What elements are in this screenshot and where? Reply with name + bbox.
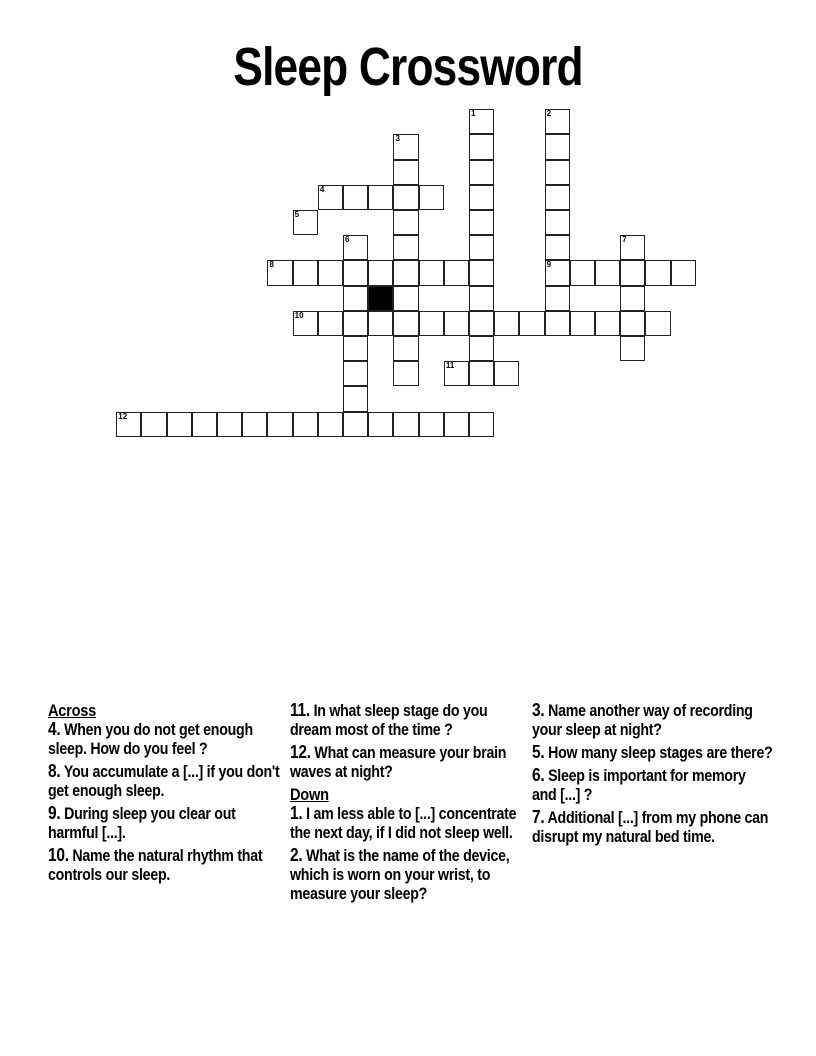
crossword-cell[interactable] — [192, 412, 217, 437]
clue-text: How many sleep stages are there? — [544, 744, 773, 762]
clue-item — [532, 701, 773, 740]
clue-item — [532, 808, 773, 847]
crossword-cell[interactable] — [267, 412, 292, 437]
clue-number: 2. — [290, 845, 303, 865]
clues-column-1 — [48, 701, 288, 888]
crossword-cell[interactable] — [469, 336, 494, 361]
crossword-cell[interactable] — [545, 210, 570, 235]
clue-item — [532, 743, 773, 763]
crossword-cell[interactable] — [519, 311, 544, 336]
crossword-cell[interactable] — [343, 361, 368, 386]
title-text: Sleep Crossword — [233, 37, 583, 97]
crossword-cell[interactable] — [620, 260, 645, 285]
clue-number: 10. — [48, 845, 69, 865]
crossword-cell[interactable] — [393, 361, 418, 386]
crossword-cell[interactable] — [318, 185, 343, 210]
crossword-cell[interactable] — [570, 260, 595, 285]
crossword-cell[interactable] — [645, 311, 670, 336]
crossword-cell[interactable] — [267, 260, 292, 285]
crossword-cell[interactable] — [343, 386, 368, 411]
crossword-cell[interactable] — [167, 412, 192, 437]
clue-number-label: 12 — [118, 411, 128, 421]
clue-number-label: 8 — [269, 260, 274, 270]
clue-item — [48, 804, 289, 843]
clue-number-label: 10 — [294, 310, 304, 320]
crossword-cell[interactable] — [343, 185, 368, 210]
crossword-cell[interactable] — [444, 260, 469, 285]
crossword-cell[interactable] — [293, 210, 318, 235]
crossword-cell[interactable] — [620, 311, 645, 336]
crossword-cell[interactable] — [494, 361, 519, 386]
clue-text: Additional [...] from my phone can disrupt my natural bed time. — [532, 809, 769, 846]
crossword-cell[interactable] — [469, 160, 494, 185]
crossword-cell[interactable] — [343, 235, 368, 260]
crossword-cell[interactable] — [545, 235, 570, 260]
clue-number-label: 9 — [546, 260, 552, 270]
crossword-cell[interactable] — [545, 109, 570, 134]
crossword-cell[interactable] — [545, 286, 570, 311]
crossword-cell[interactable] — [318, 260, 343, 285]
crossword-cell[interactable] — [419, 185, 444, 210]
crossword-cell[interactable] — [545, 311, 570, 336]
crossword-cell[interactable] — [318, 311, 343, 336]
crossword-cell[interactable] — [393, 134, 418, 159]
clue-number-label: 2 — [546, 109, 552, 119]
across-heading: Across — [48, 701, 97, 720]
crossword-cell[interactable] — [545, 160, 570, 185]
crossword-cell[interactable] — [393, 311, 418, 336]
clue-number-label: 1 — [471, 109, 476, 119]
clue-number: 6. — [532, 765, 545, 785]
crossword-cell[interactable] — [343, 412, 368, 437]
crossword-cell[interactable] — [393, 412, 418, 437]
clue-number: 8. — [48, 761, 61, 781]
clue-text: What can measure your brain waves at night? — [290, 744, 507, 781]
clue-number: 11. — [290, 700, 310, 720]
clue-item — [290, 743, 531, 782]
clue-number-label: 6 — [345, 235, 350, 245]
crossword-cell[interactable] — [595, 311, 620, 336]
crossword-cell[interactable] — [393, 210, 418, 235]
clue-text: Sleep is important for memory and [...] ? — [532, 767, 746, 804]
clue-item — [290, 701, 531, 740]
clue-item — [290, 846, 531, 904]
clue-number-label: 5 — [294, 210, 300, 220]
crossword-cell[interactable] — [393, 260, 418, 285]
crossword-cell[interactable] — [343, 260, 368, 285]
crossword-cell[interactable] — [620, 336, 645, 361]
crossword-cell[interactable] — [116, 412, 141, 437]
clue-number: 9. — [48, 803, 61, 823]
crossword-cell[interactable] — [570, 311, 595, 336]
crossword-cell[interactable] — [645, 260, 670, 285]
clue-text: During sleep you clear out harmful [...]. — [48, 805, 236, 842]
crossword-cell[interactable] — [444, 361, 469, 386]
clue-number: 3. — [532, 700, 545, 720]
black-cell — [368, 286, 393, 311]
crossword-cell[interactable] — [469, 311, 494, 336]
crossword-cell[interactable] — [469, 260, 494, 285]
clue-item — [48, 846, 289, 885]
crossword-cell[interactable] — [469, 134, 494, 159]
clue-item — [48, 720, 289, 759]
crossword-cell[interactable] — [368, 412, 393, 437]
crossword-cell[interactable] — [368, 311, 393, 336]
crossword-cell[interactable] — [293, 311, 318, 336]
crossword-cell[interactable] — [343, 286, 368, 311]
crossword-cell[interactable] — [393, 286, 418, 311]
clue-number: 5. — [532, 742, 545, 762]
page-title — [0, 36, 816, 98]
crossword-cell[interactable] — [368, 260, 393, 285]
crossword-cell[interactable] — [595, 260, 620, 285]
clue-number: 12. — [290, 742, 311, 762]
crossword-cell[interactable] — [469, 361, 494, 386]
crossword-cell[interactable] — [494, 311, 519, 336]
clue-text: In what sleep stage do you dream most of the time ? — [290, 702, 488, 739]
crossword-cell[interactable] — [545, 134, 570, 159]
clue-number: 4. — [48, 719, 61, 739]
crossword-cell[interactable] — [318, 412, 343, 437]
down-heading: Down — [290, 785, 329, 804]
clue-item — [48, 762, 289, 801]
clues-column-2 — [290, 701, 530, 907]
clue-text: You accumulate a [...] if you don't get enough sleep. — [48, 763, 280, 800]
clues-column-3 — [532, 701, 772, 850]
clue-number-label: 7 — [622, 235, 627, 245]
clue-number-label: 11 — [445, 361, 455, 371]
crossword-cell[interactable] — [293, 412, 318, 437]
crossword-cell[interactable] — [469, 286, 494, 311]
crossword-cell[interactable] — [242, 412, 267, 437]
crossword-cell[interactable] — [545, 185, 570, 210]
crossword-cell[interactable] — [469, 185, 494, 210]
crossword-cell[interactable] — [393, 336, 418, 361]
crossword-cell[interactable] — [368, 185, 393, 210]
crossword-cell[interactable] — [469, 412, 494, 437]
clue-number-label: 3 — [395, 134, 400, 144]
crossword-cell[interactable] — [444, 311, 469, 336]
clue-text: Name another way of recording your sleep at night? — [532, 702, 753, 739]
crossword-cell[interactable] — [671, 260, 696, 285]
crossword-cell[interactable] — [620, 286, 645, 311]
crossword-cell[interactable] — [469, 235, 494, 260]
clue-text: What is the name of the device, which is worn on your wrist, to measure your sleep? — [290, 847, 510, 903]
clue-text: I am less able to [...] concentrate the next day, if I did not sleep well. — [290, 805, 517, 842]
crossword-cell[interactable] — [393, 160, 418, 185]
clue-number: 7. — [532, 807, 545, 827]
crossword-cell[interactable] — [343, 311, 368, 336]
crossword-cell[interactable] — [444, 412, 469, 437]
crossword-cell[interactable] — [419, 412, 444, 437]
clue-item — [290, 804, 531, 843]
crossword-cell[interactable] — [293, 260, 318, 285]
crossword-cell[interactable] — [419, 311, 444, 336]
clue-text: Name the natural rhythm that controls our sleep. — [48, 847, 263, 884]
crossword-cell[interactable] — [419, 260, 444, 285]
clue-number-label: 4 — [319, 184, 325, 194]
crossword-cell[interactable] — [217, 412, 242, 437]
crossword-cell[interactable] — [545, 260, 570, 285]
clue-text: When you do not get enough sleep. How do you feel ? — [48, 721, 253, 758]
crossword-cell[interactable] — [393, 235, 418, 260]
crossword-cell[interactable] — [469, 109, 494, 134]
clue-item — [532, 766, 773, 805]
crossword-cell[interactable] — [393, 185, 418, 210]
crossword-cell[interactable] — [343, 336, 368, 361]
clue-number: 1. — [290, 803, 303, 823]
crossword-cell[interactable] — [469, 210, 494, 235]
crossword-cell[interactable] — [141, 412, 166, 437]
crossword-cell[interactable] — [620, 235, 645, 260]
